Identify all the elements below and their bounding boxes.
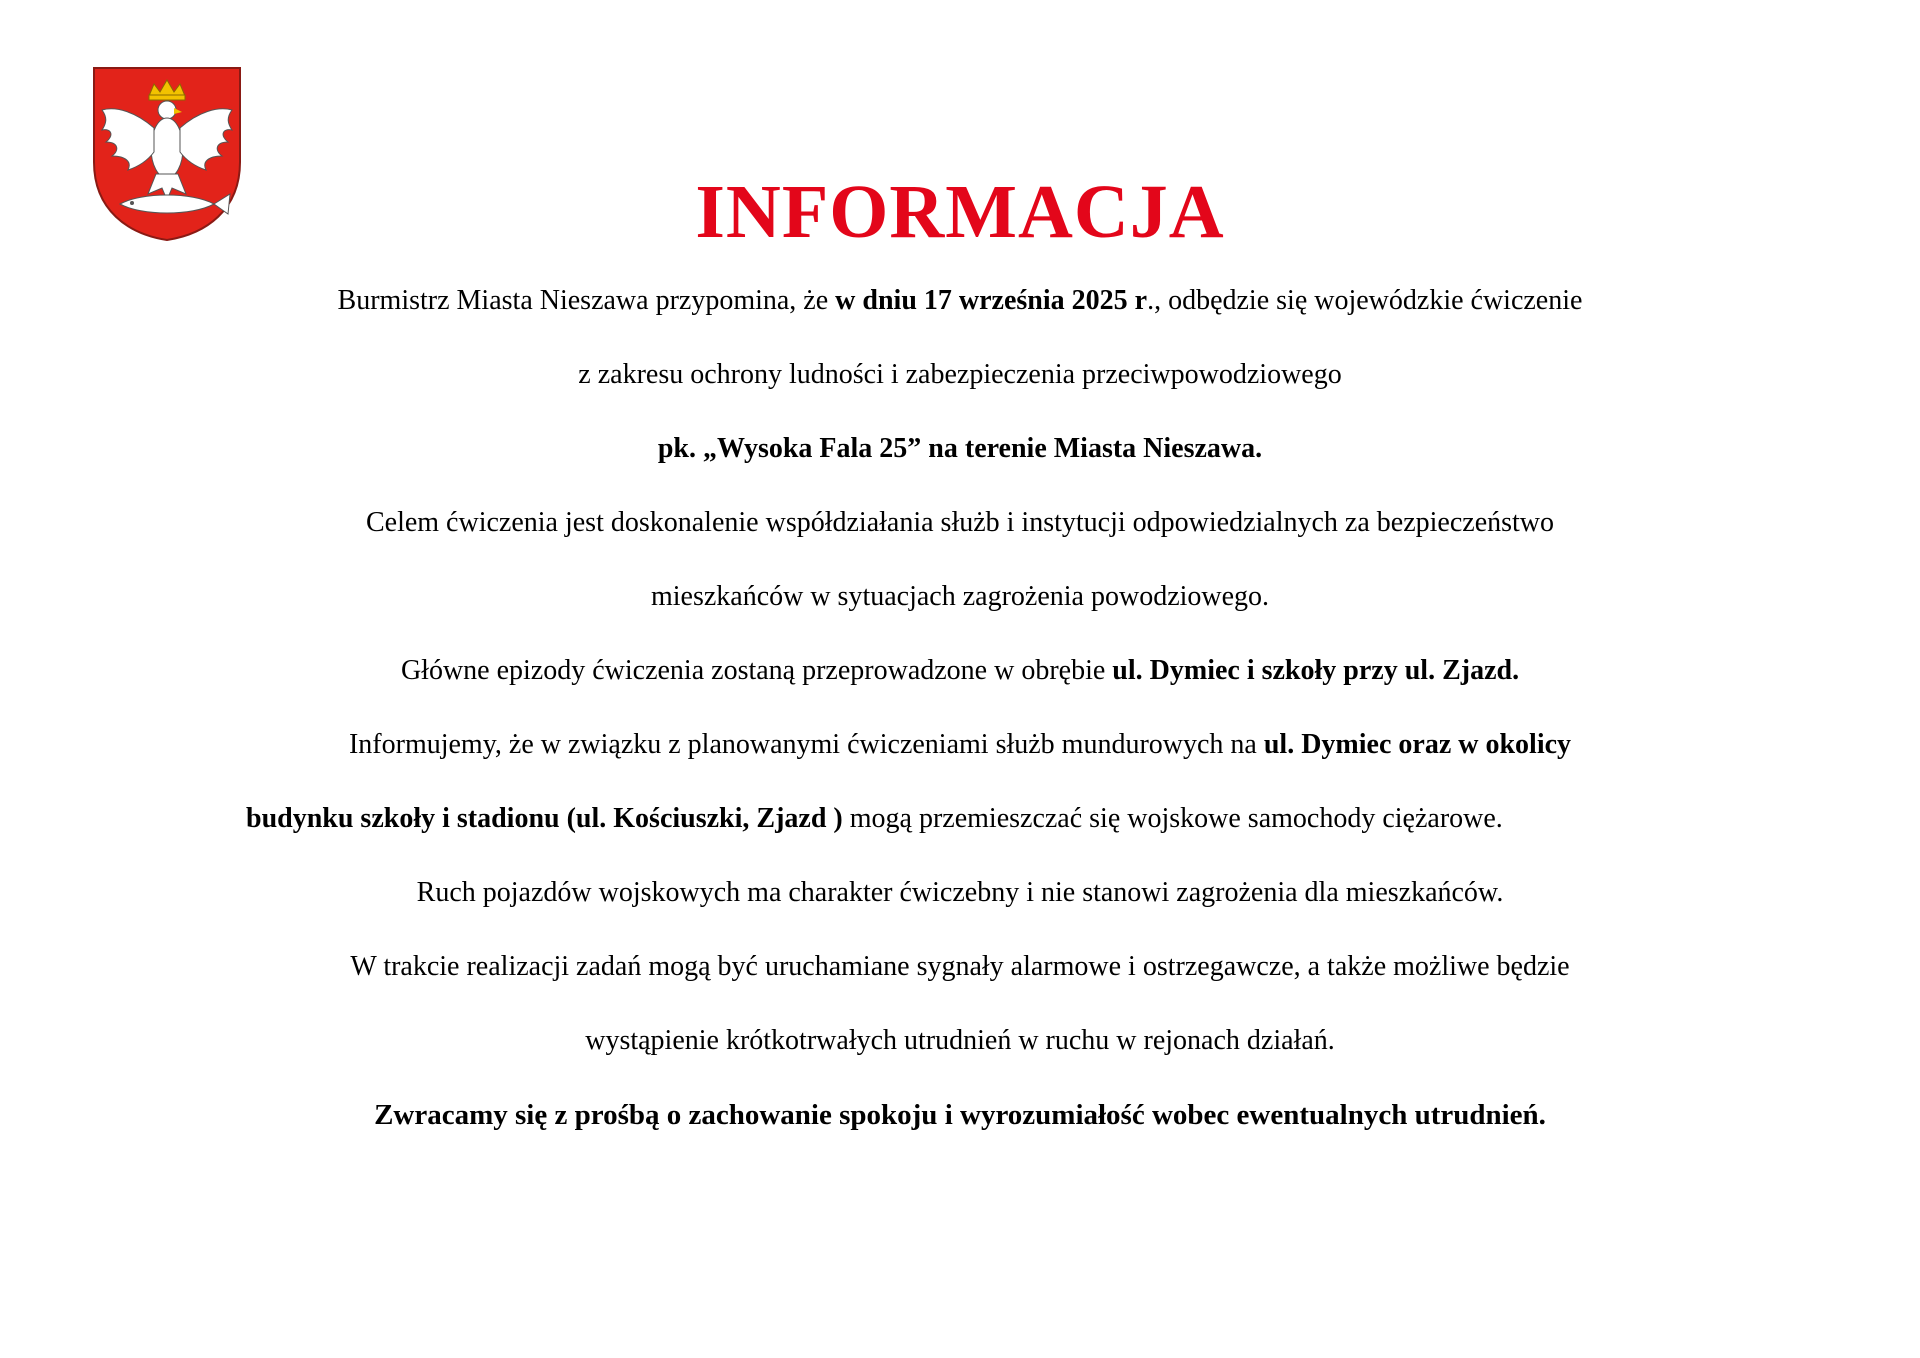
p4-text: Informujemy, że w związku z planowanymi ćwiczeniami służb mundurowych na (348, 729, 1264, 760)
p1-date: w dniu 17 września 2025 r (835, 285, 1148, 316)
paragraph-2-line-2: mieszkańców w sytuacjach zagrożenia powodziowego. (650, 581, 1270, 612)
p1-text: Burmistrz Miasta Nieszawa przypomina, że (337, 285, 836, 316)
paragraph-4-line-1 (0, 728, 1920, 762)
paragraph-3-line-1 (0, 654, 1920, 688)
paragraph-1-line-2: z zakresu ochrony ludności i zabezpieczenia przeciwpowodziowego (578, 359, 1342, 390)
paragraph-5-line-1: Ruch pojazdów wojskowych ma charakter ćwiczebny i nie stanowi zagrożenia dla mieszkańców. (416, 877, 1504, 908)
paragraph-2-line-1: Celem ćwiczenia jest doskonalenie współdziałania służb i instytucji odpowiedzialnych za bezpieczeństwo (365, 507, 1555, 538)
paragraph-1-line-3: pk. „Wysoka Fala 25” na terenie Miasta Nieszawa. (657, 433, 1263, 464)
p3-text: Główne epizody ćwiczenia zostaną przeprowadzone w obrębie (400, 655, 1113, 686)
p4-text-end: mogą przemieszczać się wojskowe samochody ciężarowe. (842, 803, 1503, 834)
p3-location: ul. Dymiec i szkoły przy ul. Zjazd. (1112, 655, 1520, 686)
p4-location: ul. Dymiec oraz w okolicy (1263, 729, 1572, 760)
p4-location-cont: budynku szkoły i stadionu (ul. Kościuszki, Zjazd ) (246, 803, 843, 834)
paragraph-4-line-2 (246, 802, 1503, 836)
p1-text-end: ., odbędzie się wojewódzkie ćwiczenie (1147, 285, 1583, 316)
page-title: INFORMACJA (695, 170, 1225, 254)
paragraph-7-closing: Zwracamy się z prośbą o zachowanie spokoju i wyrozumiałość wobec ewentualnych utrudnień. (374, 1099, 1546, 1131)
paragraph-6-line-2: wystąpienie krótkotrwałych utrudnień w ruchu w rejonach działań. (585, 1025, 1335, 1056)
paragraph-6-line-1: W trakcie realizacji zadań mogą być uruchamiane sygnały alarmowe i ostrzegawcze, a także możliwe będzie (350, 951, 1570, 982)
paragraph-1-line-1 (0, 284, 1920, 318)
